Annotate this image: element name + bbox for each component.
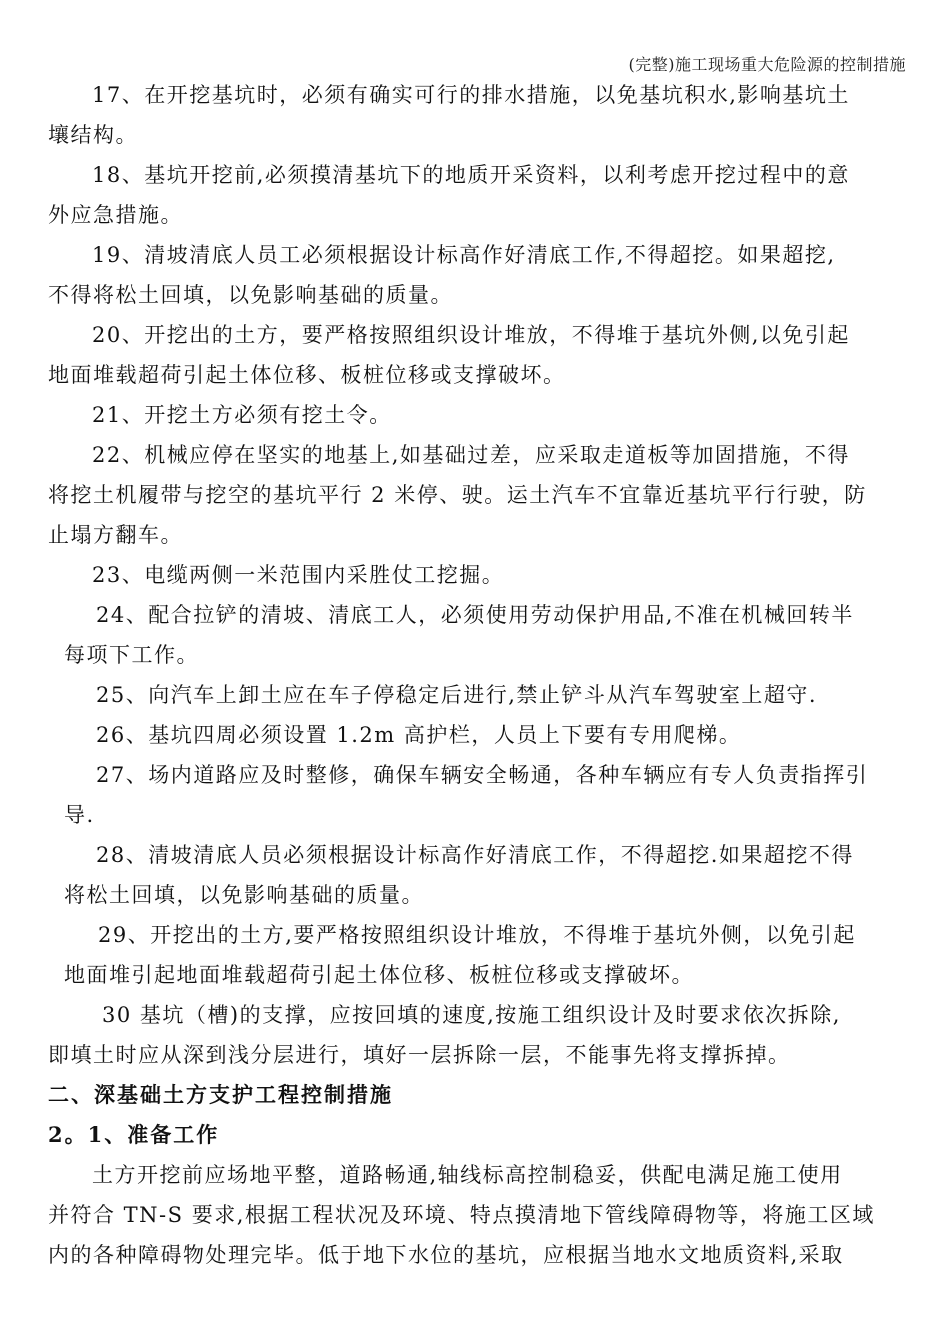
paragraph-18-line-1: 18、基坑开挖前,必须摸清基坑下的地质开采资料，以利考虑开挖过程中的意 <box>92 163 850 187</box>
paragraph-26-line-1: 26、基坑四周必须设置 1.2m 高护栏，人员上下要有专用爬梯。 <box>96 723 742 747</box>
paragraph-29-line-1: 29、开挖出的土方,要严格按照组织设计堆放，不得堆于基坑外侧，以免引起 <box>98 923 856 947</box>
paragraph-20-line-1: 20、开挖出的土方，要严格按照组织设计堆放，不得堆于基坑外侧,以免引起 <box>92 323 850 347</box>
preparation-paragraph-line-3: 内的各种障碍物处理完毕。低于地下水位的基坑，应根据当地水文地质资料,采取 <box>48 1243 844 1267</box>
paragraph-17-line-2: 壤结构。 <box>48 123 138 147</box>
paragraph-28-line-2: 将松土回填，以免影响基础的质量。 <box>64 883 424 907</box>
paragraph-24-line-2: 每项下工作。 <box>64 643 199 667</box>
paragraph-30-line-2: 即填土时应从深到浅分层进行，填好一层拆除一层，不能事先将支撑拆掉。 <box>48 1043 791 1067</box>
paragraph-20-line-2: 地面堆载超荷引起土体位移、板桩位移或支撑破坏。 <box>48 363 566 387</box>
preparation-paragraph-line-2: 并符合 TN-S 要求,根据工程状况及环境、特点摸清地下管线障碍物等，将施工区域 <box>48 1203 875 1227</box>
paragraph-24-line-1: 24、配合拉铲的清坡、清底工人，必须使用劳动保护用品,不准在机械回转半 <box>96 603 854 627</box>
section-heading: 二、深基础土方支护工程控制措施 <box>48 1082 393 1107</box>
paragraph-25-line-1: 25、向汽车上卸土应在车子停稳定后进行,禁止铲斗从汽车驾驶室上超守. <box>96 683 818 707</box>
paragraph-22-line-2: 将挖土机履带与挖空的基坑平行 2 米停、驶。运土汽车不宜靠近基坑平行行驶，防 <box>48 483 867 507</box>
paragraph-22-line-1: 22、机械应停在坚实的地基上,如基础过差，应采取走道板等加固措施，不得 <box>92 443 850 467</box>
subsection-heading: 2。1、准备工作 <box>48 1122 220 1147</box>
document-header-title: (完整)施工现场重大危险源的控制措施 <box>628 55 906 74</box>
paragraph-28-line-1: 28、清坡清底人员必须根据设计标高作好清底工作，不得超挖.如果超挖不得 <box>96 843 854 867</box>
paragraph-22-line-3: 止塌方翻车。 <box>48 523 183 547</box>
paragraph-17-line-1: 17、在开挖基坑时，必须有确实可行的排水措施，以免基坑积水,影响基坑土 <box>92 83 850 107</box>
paragraph-21-line-1: 21、开挖土方必须有挖土令。 <box>92 403 392 427</box>
paragraph-19-line-1: 19、清坡清底人员工必须根据设计标高作好清底工作,不得超挖。如果超挖, <box>92 243 836 267</box>
paragraph-29-line-2: 地面堆引起地面堆载超荷引起土体位移、板桩位移或支撑破坏。 <box>64 963 694 987</box>
paragraph-18-line-2: 外应急措施。 <box>48 203 183 227</box>
paragraph-30-line-1: 30 基坑（槽)的支撑，应按回填的速度,按施工组织设计及时要求依次拆除, <box>102 1003 841 1027</box>
paragraph-27-line-1: 27、场内道路应及时整修，确保车辆安全畅通，各种车辆应有专人负责指挥引 <box>96 763 869 787</box>
preparation-paragraph-line-1: 土方开挖前应场地平整，道路畅通,轴线标高控制稳妥，供配电满足施工使用 <box>92 1163 843 1187</box>
paragraph-27-line-2: 导. <box>64 803 95 827</box>
paragraph-19-line-2: 不得将松土回填，以免影响基础的质量。 <box>48 283 453 307</box>
paragraph-23-line-1: 23、电缆两侧一米范围内采胜仗工挖掘。 <box>92 563 505 587</box>
